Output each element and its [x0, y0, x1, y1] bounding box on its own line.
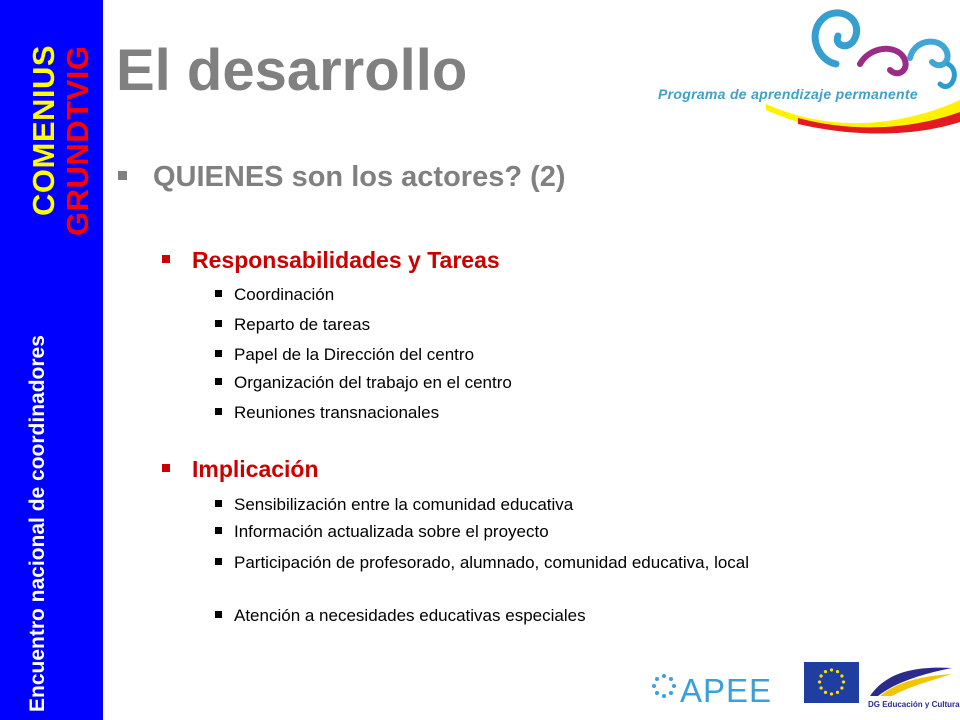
- square-bullet-icon: [162, 464, 170, 472]
- heading-item: [118, 161, 566, 194]
- square-bullet-icon: [215, 408, 222, 415]
- list-item: [215, 345, 474, 365]
- list-item: [215, 606, 586, 626]
- list-item: [215, 373, 512, 393]
- heading-text: QUIENES son los actores? (2): [153, 161, 566, 193]
- list-item-text: Papel de la Dirección del centro: [234, 345, 475, 364]
- list-item: [215, 495, 573, 515]
- square-bullet-icon: [215, 350, 222, 357]
- list-item-text: Reparto de tareas: [234, 315, 371, 334]
- list-item: [215, 403, 439, 423]
- list-item-text: Organización del trabajo en el centro: [234, 373, 512, 392]
- square-bullet-icon: [215, 378, 222, 385]
- dg-logo: [866, 662, 960, 714]
- dg-logo-swoosh: [866, 662, 956, 700]
- eu-flag-icon: [804, 662, 859, 703]
- square-bullet-icon: [215, 290, 222, 297]
- dg-logo-text: DG Educación y Cultura: [868, 700, 960, 709]
- square-bullet-icon: [215, 527, 222, 534]
- program-logo: [648, 0, 960, 135]
- list-item: [215, 554, 934, 572]
- list-item-text: Coordinación: [234, 285, 335, 304]
- list-item: [215, 522, 549, 542]
- list-item: [215, 315, 370, 335]
- square-bullet-icon: [215, 500, 222, 507]
- program-comenius-label: COMENIUS: [26, 44, 61, 216]
- apee-logo-text: APEE: [680, 672, 773, 709]
- apee-star-circle-icon: [646, 668, 680, 712]
- section-title-item: [162, 247, 500, 274]
- section-title: Implicación: [192, 456, 319, 482]
- apee-logo: [646, 668, 776, 712]
- square-bullet-icon: [215, 611, 222, 618]
- event-label: Encuentro nacional de coordinadores: [26, 335, 49, 712]
- list-item-text: Sensibilización entre la comunidad educativa: [234, 495, 574, 514]
- program-logo-text: Programa de aprendizaje permanente: [658, 86, 918, 102]
- list-item: [215, 285, 334, 305]
- sidebar-banner: [0, 0, 103, 720]
- square-bullet-icon: [162, 255, 170, 263]
- section-title: Responsabilidades y Tareas: [192, 247, 500, 273]
- square-bullet-icon: [215, 320, 222, 327]
- square-bullet-icon: [215, 558, 222, 565]
- list-item-text: Reuniones transnacionales: [234, 403, 440, 422]
- square-bullet-icon: [118, 171, 127, 180]
- list-item-text: Atención a necesidades educativas especiales: [234, 606, 586, 625]
- program-logo-swirls: [648, 0, 960, 135]
- section-title-item: [162, 456, 319, 483]
- program-grundtvig-label: GRUNDTVIG: [60, 45, 95, 236]
- list-item-text: Información actualizada sobre el proyecto: [234, 522, 549, 541]
- slide-title: El desarrollo: [116, 38, 468, 103]
- list-item-text: Participación de profesorado, alumnado, comunidad educativa, local: [234, 553, 750, 572]
